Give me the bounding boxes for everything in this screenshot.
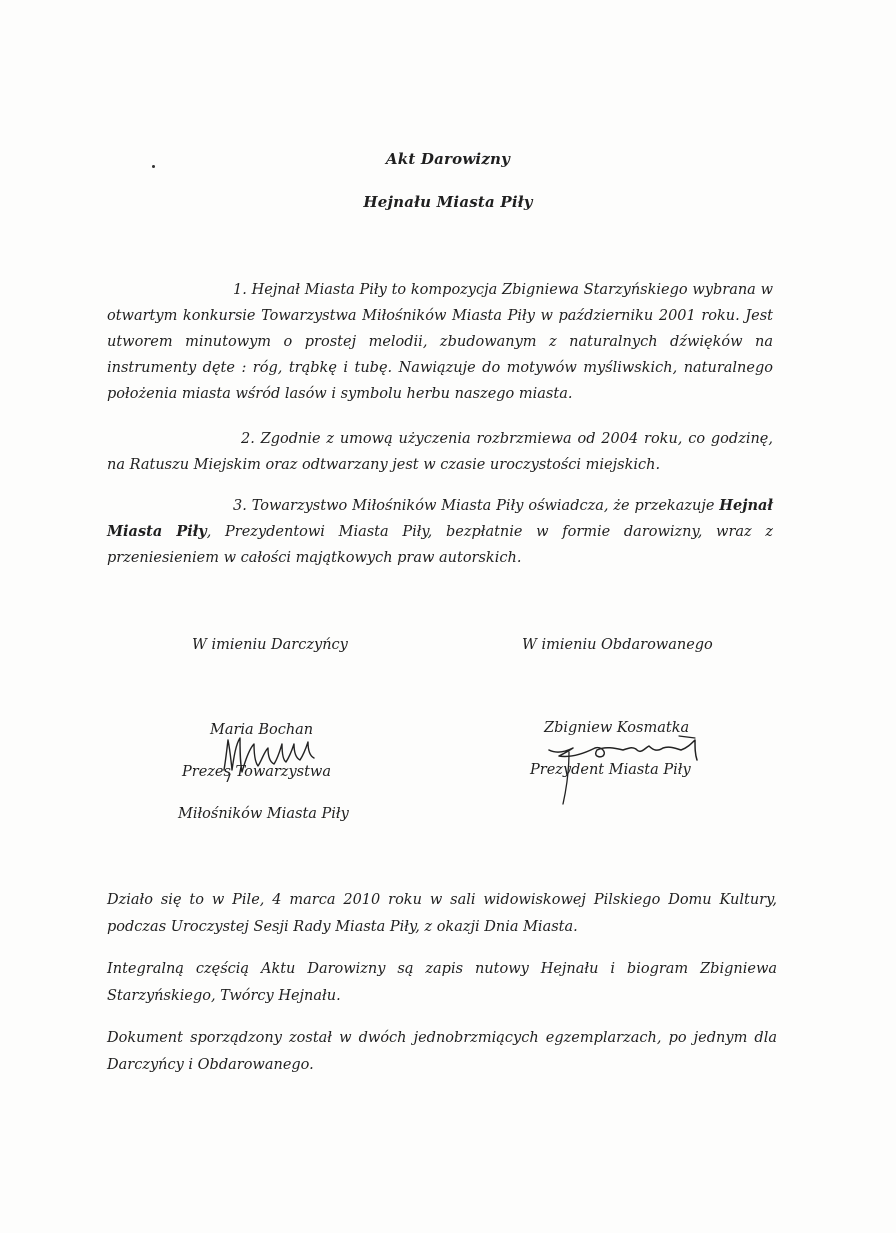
recipient-name: Zbigniew Kosmatka	[544, 720, 690, 736]
donor-role: Prezes Towarzystwa	[182, 764, 331, 780]
paragraph-3	[107, 493, 773, 571]
document-title: Akt Darowizny	[385, 150, 511, 168]
recipient-heading: W imieniu Obdarowanego	[522, 637, 713, 653]
paragraph-2: 2. Zgodnie z umową użyczenia rozbrzmiewa od 2004 roku, co godzinę, na Ratuszu Miejskim oraz odtwarzany jest w czasie uroczystości miejskich.	[107, 431, 773, 473]
donor-heading: W imieniu Darczyńcy	[192, 637, 348, 653]
paragraph-1: 1. Hejnał Miasta Piły to kompozycja Zbigniewa Starzyńskiego wybrana w otwartym konkursie Towarzystwa Miłośników Miasta Piły w październiku 2001 roku. Jest utworem minutowym o prostej melodii, zbudowanym z naturalnych dźwięków na instrumenty dęte : róg, trąbkę i tubę. Nawiązuje do motywów myśliwskich, naturalnego położenia miasta wśród lasów i symbolu herbu naszego miasta.	[107, 282, 773, 402]
paragraph-3-rest: , Prezydentowi Miasta Piły, bezpłatnie w formie darowizny, wraz z przeniesieniem w całości majątkowych praw autorskich.	[107, 524, 773, 566]
closing-paragraph-2: Integralną częścią Aktu Darowizny są zapis nutowy Hejnału i biogram Zbigniewa Starzyńskiego, Twórcy Hejnału.	[107, 961, 777, 1004]
donor-name: Maria Bochan	[210, 722, 314, 738]
recipient-role: Prezydent Miasta Piły	[530, 762, 691, 778]
paragraph-3-bold-title: Hejnał Miasta Piły	[107, 497, 773, 540]
donor-organization: Miłośników Miasta Piły	[178, 806, 349, 822]
closing-paragraph-3: Dokument sporządzony został w dwóch jednobrzmiących egzemplarzach, po jednym dla Darczyńcy i Obdarowanego.	[107, 1030, 777, 1073]
paragraph-3-lead: 3. Towarzystwo Miłośników Miasta Piły oświadcza, że przekazuje	[233, 498, 720, 514]
closing-paragraph-1: Działo się to w Pile, 4 marca 2010 roku w sali widowiskowej Pilskiego Domu Kultury, podczas Uroczystej Sesji Rady Miasta Piły, z okazji Dnia Miasta.	[107, 892, 777, 935]
document-subtitle: Hejnału Miasta Piły	[363, 193, 533, 211]
